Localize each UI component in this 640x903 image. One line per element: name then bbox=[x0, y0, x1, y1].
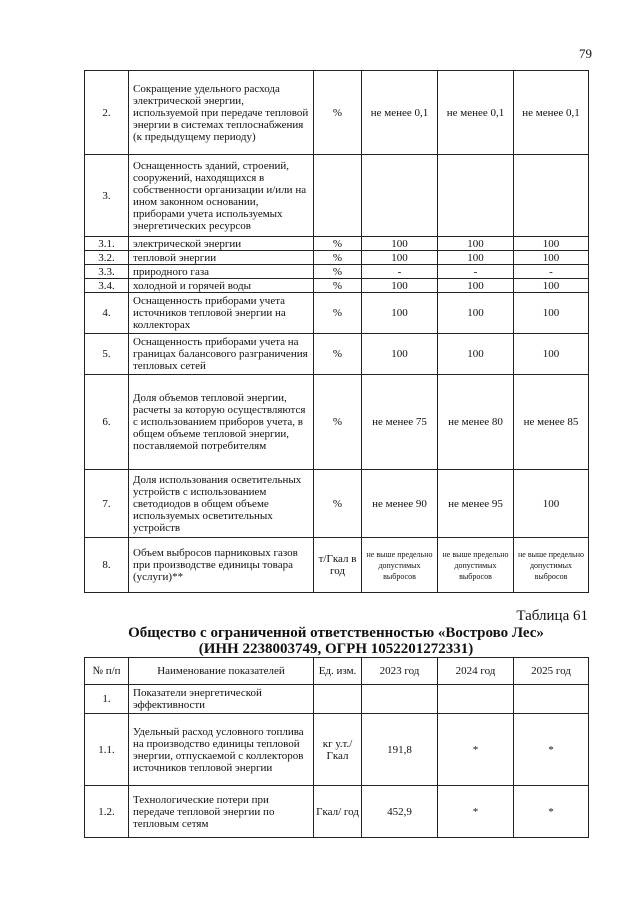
value-2025: 100 bbox=[514, 251, 589, 265]
value-2025: не менее 0,1 bbox=[514, 71, 589, 155]
header-2023: 2023 год bbox=[362, 658, 438, 685]
indicator-name: Оснащенность приборами учета на границах балансового разграничения тепловых сетей bbox=[129, 334, 314, 375]
value-2025: 100 bbox=[514, 470, 589, 538]
unit-cell: % bbox=[314, 375, 362, 470]
value-2023: 100 bbox=[362, 334, 438, 375]
table-row bbox=[85, 155, 589, 237]
indicator-name: Доля использования осветительных устройств с использованием светодиодов в общем объеме используемых осветительных устройств bbox=[129, 470, 314, 538]
row-number: 3. bbox=[85, 155, 129, 237]
table-row bbox=[85, 293, 589, 334]
value-2025: 100 bbox=[514, 279, 589, 293]
indicator-name: тепловой энергии bbox=[129, 251, 314, 265]
value-2023: 100 bbox=[362, 251, 438, 265]
indicator-name: Технологические потери при передаче тепловой энергии по тепловым сетям bbox=[129, 786, 314, 838]
header-unit: Ед. изм. bbox=[314, 658, 362, 685]
value-2025: - bbox=[514, 265, 589, 279]
row-number: 7. bbox=[85, 470, 129, 538]
value-2024 bbox=[438, 155, 514, 237]
value-2025: 100 bbox=[514, 237, 589, 251]
value-2025: 100 bbox=[514, 334, 589, 375]
row-number: 3.3. bbox=[85, 265, 129, 279]
value-2024: * bbox=[438, 714, 514, 786]
value-2024: не менее 0,1 bbox=[438, 71, 514, 155]
row-number: 3.2. bbox=[85, 251, 129, 265]
value-2023: 191,8 bbox=[362, 714, 438, 786]
row-number: 1.1. bbox=[85, 714, 129, 786]
indicator-name: Сокращение удельного расхода электрической энергии, используемой при передаче тепловой энергии в системах теплоснабжения (к предыдущему периоду) bbox=[129, 71, 314, 155]
table-row bbox=[85, 279, 589, 293]
unit-cell: % bbox=[314, 265, 362, 279]
value-2025: * bbox=[514, 786, 589, 838]
table-row bbox=[85, 71, 589, 155]
header-2024: 2024 год bbox=[438, 658, 514, 685]
table-row bbox=[85, 334, 589, 375]
indicator-name: природного газа bbox=[129, 265, 314, 279]
table-row bbox=[85, 538, 589, 593]
table-row bbox=[85, 786, 589, 838]
header-2025: 2025 год bbox=[514, 658, 589, 685]
unit-cell: % bbox=[314, 71, 362, 155]
row-number: 3.1. bbox=[85, 237, 129, 251]
unit-cell: кг у.т./ Гкал bbox=[314, 714, 362, 786]
unit-cell bbox=[314, 155, 362, 237]
table-header-row bbox=[85, 658, 589, 685]
indicator-name: электрической энергии bbox=[129, 237, 314, 251]
row-number: 6. bbox=[85, 375, 129, 470]
value-2024: 100 bbox=[438, 334, 514, 375]
value-2023: 100 bbox=[362, 237, 438, 251]
row-number: 1. bbox=[85, 685, 129, 714]
unit-cell: Гкал/ год bbox=[314, 786, 362, 838]
table-row bbox=[85, 237, 589, 251]
header-number: № п/п bbox=[85, 658, 129, 685]
indicator-name: Оснащенность зданий, строений, сооружений, находящихся в собственности организации и/или на ином законном основании, приборами учета используемых энергетических ресурсов bbox=[129, 155, 314, 237]
row-number: 3.4. bbox=[85, 279, 129, 293]
value-2023: не выше предельно допустимых выбросов bbox=[362, 538, 438, 593]
organization-ids: (ИНН 2238003749, ОГРН 1052201272331) bbox=[198, 641, 474, 657]
value-2024: 100 bbox=[438, 251, 514, 265]
value-2023: не менее 75 bbox=[362, 375, 438, 470]
indicator-name: Оснащенность приборами учета источников тепловой энергии на коллекторах bbox=[129, 293, 314, 334]
value-2024: * bbox=[438, 786, 514, 838]
value-2024: не менее 80 bbox=[438, 375, 514, 470]
value-2023: не менее 90 bbox=[362, 470, 438, 538]
row-number: 2. bbox=[85, 71, 129, 155]
value-2024: не менее 95 bbox=[438, 470, 514, 538]
value-2023: - bbox=[362, 265, 438, 279]
unit-cell: % bbox=[314, 293, 362, 334]
value-2025: * bbox=[514, 714, 589, 786]
table-row bbox=[85, 251, 589, 265]
unit-cell: % bbox=[314, 237, 362, 251]
table-row bbox=[85, 685, 589, 714]
value-2024: 100 bbox=[438, 237, 514, 251]
value-2023: не менее 0,1 bbox=[362, 71, 438, 155]
indicators-table-61 bbox=[84, 657, 589, 838]
table-label: Таблица 61 bbox=[516, 608, 588, 624]
value-2023 bbox=[362, 685, 438, 714]
value-2023 bbox=[362, 155, 438, 237]
indicators-table-continued bbox=[84, 70, 589, 593]
unit-cell: т/Гкал в год bbox=[314, 538, 362, 593]
table-row bbox=[85, 375, 589, 470]
row-number: 5. bbox=[85, 334, 129, 375]
unit-cell: % bbox=[314, 279, 362, 293]
unit-cell: % bbox=[314, 470, 362, 538]
unit-cell bbox=[314, 685, 362, 714]
value-2024: 100 bbox=[438, 279, 514, 293]
value-2024: - bbox=[438, 265, 514, 279]
indicator-name: Доля объемов тепловой энергии, расчеты за которую осуществляются с использованием приборов учета, в общем объеме тепловой энергии, поставляемой потребителям bbox=[129, 375, 314, 470]
indicator-name: Удельный расход условного топлива на производство единицы тепловой энергии, отпускаемой с коллекторов источников тепловой энергии bbox=[129, 714, 314, 786]
table-row bbox=[85, 470, 589, 538]
value-2025: не выше предельно допустимых выбросов bbox=[514, 538, 589, 593]
row-number: 8. bbox=[85, 538, 129, 593]
indicator-name: холодной и горячей воды bbox=[129, 279, 314, 293]
value-2023: 100 bbox=[362, 293, 438, 334]
row-number: 1.2. bbox=[85, 786, 129, 838]
value-2024: 100 bbox=[438, 293, 514, 334]
indicator-name: Объем выбросов парниковых газов при производстве единицы товара (услуги)** bbox=[129, 538, 314, 593]
table-row bbox=[85, 714, 589, 786]
value-2025 bbox=[514, 155, 589, 237]
value-2025: 100 bbox=[514, 293, 589, 334]
table-row bbox=[85, 265, 589, 279]
indicator-name: Показатели энергетической эффективности bbox=[129, 685, 314, 714]
value-2025: не менее 85 bbox=[514, 375, 589, 470]
unit-cell: % bbox=[314, 251, 362, 265]
row-number: 4. bbox=[85, 293, 129, 334]
header-name: Наименование показателей bbox=[129, 658, 314, 685]
page-number: 79 bbox=[579, 46, 592, 61]
value-2024 bbox=[438, 685, 514, 714]
value-2024: не выше предельно допустимых выбросов bbox=[438, 538, 514, 593]
unit-cell: % bbox=[314, 334, 362, 375]
organization-name: Общество с ограниченной ответственностью «Вострово Лес» bbox=[128, 625, 544, 641]
organization-title bbox=[84, 625, 588, 657]
value-2023: 452,9 bbox=[362, 786, 438, 838]
value-2025 bbox=[514, 685, 589, 714]
value-2023: 100 bbox=[362, 279, 438, 293]
